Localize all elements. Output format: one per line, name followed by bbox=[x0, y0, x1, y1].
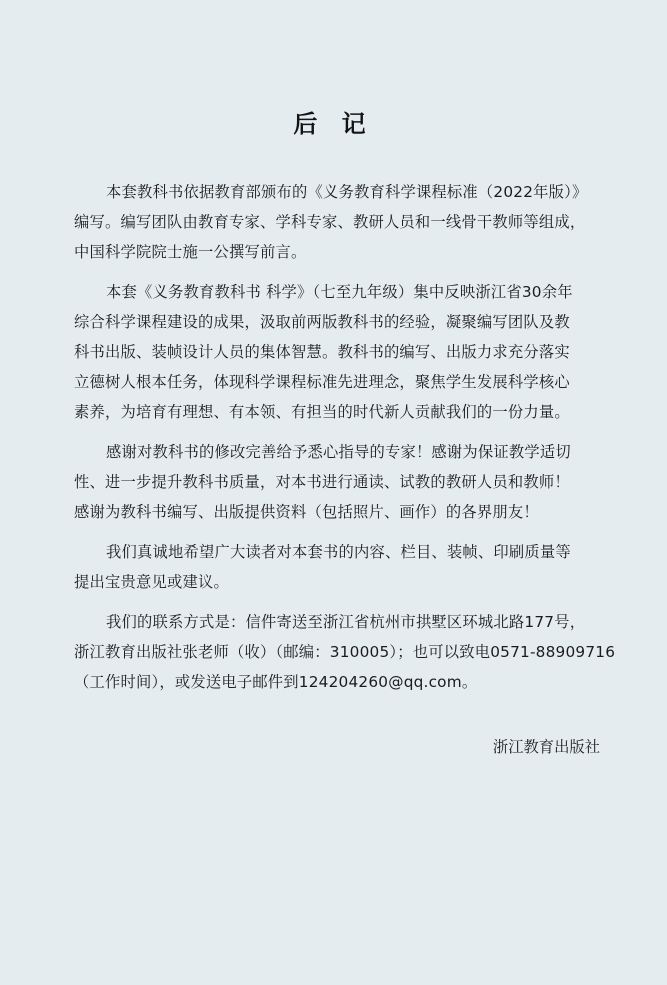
text-line: 综合科学课程建设的成果，汲取前两版教科书的经验，凝聚编写团队及教 bbox=[74, 313, 570, 331]
text-line: 素养，为培育有理想、有本领、有担当的时代新人贡献我们的一份力量。 bbox=[74, 403, 570, 421]
text-line: 本套《义务教育教科书 科学》（七至九年级）集中反映浙江省30余年 bbox=[106, 283, 573, 301]
text-line: 感谢为教科书编写、出版提供资料（包括照片、画作）的各界朋友！ bbox=[74, 503, 539, 521]
paragraph bbox=[74, 177, 601, 267]
paragraph bbox=[74, 437, 601, 527]
text-line: 立德树人根本任务，体现科学课程标准先进理念，聚焦学生发展科学核心 bbox=[74, 373, 570, 391]
text-line: 提出宝贵意见或建议。 bbox=[74, 573, 229, 591]
text-line: 科书出版、装帧设计人员的集体智慧。教科书的编写、出版力求充分落实 bbox=[74, 343, 570, 361]
text-line: 编写。编写团队由教育专家、学科专家、教研人员和一线骨干教师等组成， bbox=[74, 213, 586, 231]
publisher-signature: 浙江教育出版社 bbox=[492, 738, 600, 756]
text-line: 浙江教育出版社张老师（收）（邮编：310005）；也可以致电0571-88909716 bbox=[74, 643, 616, 661]
afterword-body bbox=[74, 177, 616, 707]
page-title: 后 记 bbox=[293, 110, 374, 138]
paragraph bbox=[74, 537, 601, 597]
text-line: 感谢对教科书的修改完善给予悉心指导的专家！感谢为保证教学适切 bbox=[106, 443, 571, 461]
paragraph bbox=[74, 277, 601, 427]
text-line: 中国科学院院士施一公撰写前言。 bbox=[74, 243, 307, 261]
text-line: 本套教科书依据教育部颁布的《义务教育科学课程标准（2022年版）》 bbox=[106, 183, 588, 201]
text-line: （工作时间），或发送电子邮件到124204260@qq.com。 bbox=[74, 673, 478, 691]
text-line: 性、进一步提升教科书质量，对本书进行通读、试教的教研人员和教师！ bbox=[74, 473, 570, 491]
paragraph bbox=[74, 607, 616, 697]
text-line: 我们真诚地希望广大读者对本套书的内容、栏目、装帧、印刷质量等 bbox=[106, 543, 571, 561]
text-line: 我们的联系方式是：信件寄送至浙江省杭州市拱墅区环城北路177号， bbox=[106, 613, 586, 631]
